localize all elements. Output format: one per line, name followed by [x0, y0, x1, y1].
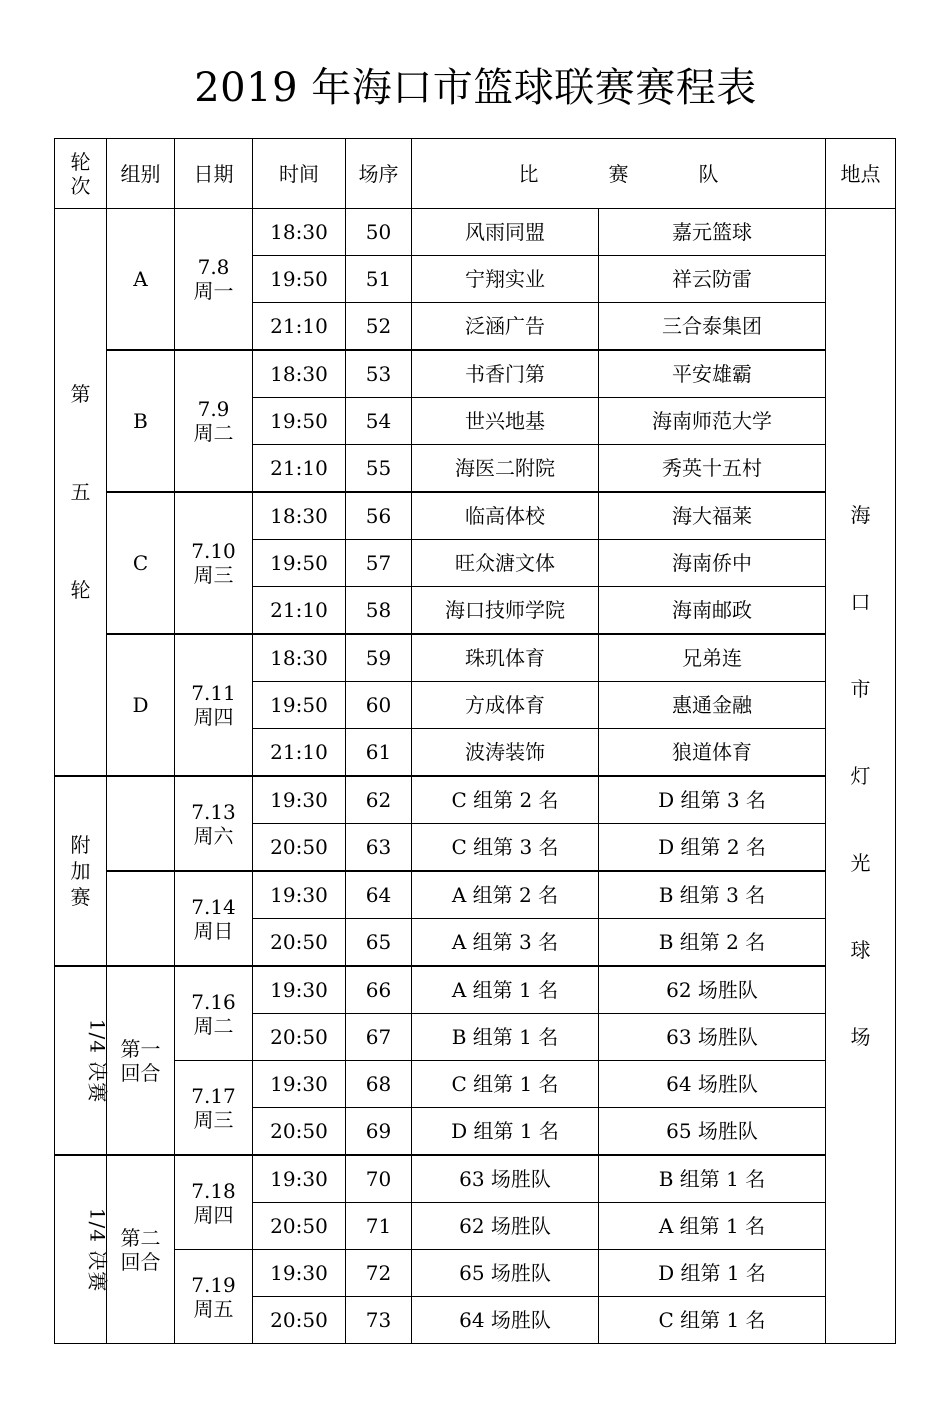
weekday-value: 周四	[193, 705, 234, 729]
header-round: 轮 次	[55, 139, 107, 209]
seq-cell: 59	[346, 634, 412, 682]
venue-char: 灯	[850, 763, 871, 788]
schedule-table	[54, 138, 896, 1344]
group-cell: B	[107, 350, 175, 492]
away-team-cell: 兄弟连	[599, 634, 826, 682]
weekday-value: 周二	[193, 1013, 234, 1038]
time-cell: 19:50	[253, 682, 346, 729]
away-team-cell: B 组第 3 名	[599, 871, 826, 919]
seq-cell: 70	[346, 1155, 412, 1203]
time-cell: 19:30	[253, 776, 346, 824]
weekday-value: 周二	[193, 421, 234, 445]
header-match: 比 赛 队	[412, 139, 826, 209]
seq-cell: 68	[346, 1061, 412, 1108]
table-row	[55, 871, 896, 919]
home-team-cell: C 组第 3 名	[412, 824, 599, 872]
away-team-cell: 海南侨中	[599, 540, 826, 587]
weekday-value: 周五	[193, 1296, 234, 1321]
home-team-cell: 珠玑体育	[412, 634, 599, 682]
venue-char: 口	[850, 589, 871, 614]
time-cell: 19:50	[253, 398, 346, 445]
time-cell: 19:30	[253, 966, 346, 1014]
venue-cell	[826, 209, 896, 1344]
home-team-cell: C 组第 1 名	[412, 1061, 599, 1108]
date-value: 7.10	[191, 539, 236, 563]
away-team-cell: D 组第 2 名	[599, 824, 826, 872]
seq-cell: 51	[346, 256, 412, 303]
away-team-cell: 狼道体育	[599, 729, 826, 777]
date-cell	[175, 492, 253, 634]
table-row	[55, 1155, 896, 1203]
seq-cell: 58	[346, 587, 412, 635]
date-cell	[175, 1061, 253, 1156]
time-cell: 18:30	[253, 350, 346, 398]
home-team-cell: 海口技师学院	[412, 587, 599, 635]
round-char: 五	[70, 480, 91, 504]
date-value: 7.14	[191, 894, 236, 919]
table-row	[55, 634, 896, 682]
table-row	[55, 350, 896, 398]
date-cell	[175, 776, 253, 871]
home-team-cell: 宁翔实业	[412, 256, 599, 303]
time-cell: 19:50	[253, 540, 346, 587]
venue-char: 球	[850, 937, 871, 962]
date-value: 7.11	[191, 681, 236, 705]
time-cell: 20:50	[253, 1014, 346, 1061]
table-row	[55, 492, 896, 540]
seq-cell: 71	[346, 1203, 412, 1250]
date-value: 7.17	[191, 1083, 236, 1108]
away-team-cell: 惠通金融	[599, 682, 826, 729]
seq-cell: 50	[346, 209, 412, 256]
home-team-cell: 书香门第	[412, 350, 599, 398]
seq-cell: 63	[346, 824, 412, 872]
home-team-cell: 63 场胜队	[412, 1155, 599, 1203]
seq-cell: 60	[346, 682, 412, 729]
round-cell-qf2	[55, 1155, 110, 1344]
home-team-cell: 65 场胜队	[412, 1250, 599, 1297]
time-cell: 20:50	[253, 824, 346, 872]
time-cell: 19:30	[253, 1155, 346, 1203]
time-cell: 20:50	[253, 919, 346, 967]
table-row	[55, 1250, 896, 1297]
weekday-value: 周四	[193, 1202, 234, 1227]
round-cell-5	[55, 209, 107, 777]
home-team-cell: 风雨同盟	[412, 209, 599, 256]
date-cell	[175, 1250, 253, 1344]
seq-cell: 54	[346, 398, 412, 445]
group-cell	[107, 776, 175, 871]
away-team-cell: 62 场胜队	[599, 966, 826, 1014]
away-team-cell: B 组第 1 名	[599, 1155, 826, 1203]
date-value: 7.16	[191, 989, 236, 1014]
time-cell: 19:30	[253, 1250, 346, 1297]
group-cell: 第二 回合	[107, 1155, 175, 1344]
table-row	[55, 776, 896, 824]
time-cell: 20:50	[253, 1108, 346, 1156]
seq-cell: 55	[346, 445, 412, 493]
date-cell	[175, 350, 253, 492]
round-label: 1/4 决赛	[85, 1018, 110, 1103]
away-team-cell: 海南师范大学	[599, 398, 826, 445]
date-cell	[175, 871, 253, 966]
header-seq: 场序	[346, 139, 412, 209]
home-team-cell: C 组第 2 名	[412, 776, 599, 824]
date-value: 7.8	[197, 255, 230, 279]
time-cell: 20:50	[253, 1297, 346, 1344]
away-team-cell: C 组第 1 名	[599, 1297, 826, 1344]
seq-cell: 69	[346, 1108, 412, 1156]
away-team-cell: D 组第 3 名	[599, 776, 826, 824]
home-team-cell: A 组第 2 名	[412, 871, 599, 919]
date-value: 7.13	[191, 799, 236, 824]
seq-cell: 52	[346, 303, 412, 351]
home-team-cell: 波涛装饰	[412, 729, 599, 777]
group-cell: A	[107, 209, 175, 351]
schedule-body	[55, 209, 896, 1344]
date-value: 7.9	[197, 397, 230, 421]
seq-cell: 64	[346, 871, 412, 919]
venue-char: 场	[850, 1024, 871, 1049]
time-cell: 18:30	[253, 634, 346, 682]
time-cell: 21:10	[253, 729, 346, 777]
time-cell: 19:30	[253, 1061, 346, 1108]
table-row	[55, 209, 896, 256]
date-value: 7.18	[191, 1178, 236, 1203]
away-team-cell: 63 场胜队	[599, 1014, 826, 1061]
header-row	[55, 139, 896, 209]
home-team-cell: 海医二附院	[412, 445, 599, 493]
time-cell: 20:50	[253, 1203, 346, 1250]
home-team-cell: 62 场胜队	[412, 1203, 599, 1250]
seq-cell: 73	[346, 1297, 412, 1344]
round-cell-qf1	[55, 966, 110, 1155]
home-team-cell: 临高体校	[412, 492, 599, 540]
away-team-cell: 海南邮政	[599, 587, 826, 635]
round-label: 1/4 决赛	[85, 1207, 110, 1292]
group-cell: D	[107, 634, 175, 776]
away-team-cell: 平安雄霸	[599, 350, 826, 398]
home-team-cell: 64 场胜队	[412, 1297, 599, 1344]
away-team-cell: 祥云防雷	[599, 256, 826, 303]
header-date: 日期	[175, 139, 253, 209]
date-cell	[175, 1155, 253, 1250]
date-cell	[175, 966, 253, 1061]
venue-char: 市	[850, 676, 871, 701]
seq-cell: 67	[346, 1014, 412, 1061]
date-cell	[175, 634, 253, 776]
seq-cell: 56	[346, 492, 412, 540]
page-title: 2019 年海口市篮球联赛赛程表	[194, 65, 757, 111]
seq-cell: 65	[346, 919, 412, 967]
away-team-cell: A 组第 1 名	[599, 1203, 826, 1250]
away-team-cell: B 组第 2 名	[599, 919, 826, 967]
time-cell: 21:10	[253, 303, 346, 351]
home-team-cell: 世兴地基	[412, 398, 599, 445]
away-team-cell: D 组第 1 名	[599, 1250, 826, 1297]
home-team-cell: B 组第 1 名	[412, 1014, 599, 1061]
time-cell: 18:30	[253, 209, 346, 256]
seq-cell: 53	[346, 350, 412, 398]
home-team-cell: 泛涵广告	[412, 303, 599, 351]
round-cell-extra: 附 加 赛	[55, 776, 107, 966]
venue-char: 海	[850, 502, 871, 527]
away-team-cell: 秀英十五村	[599, 445, 826, 493]
weekday-value: 周日	[193, 918, 234, 943]
seq-cell: 72	[346, 1250, 412, 1297]
weekday-value: 周三	[193, 1107, 234, 1132]
seq-cell: 61	[346, 729, 412, 777]
home-team-cell: A 组第 3 名	[412, 919, 599, 967]
header-group: 组别	[107, 139, 175, 209]
seq-cell: 62	[346, 776, 412, 824]
group-cell	[107, 871, 175, 966]
venue-char: 光	[850, 850, 871, 875]
away-team-cell: 海大福莱	[599, 492, 826, 540]
seq-cell: 57	[346, 540, 412, 587]
home-team-cell: A 组第 1 名	[412, 966, 599, 1014]
home-team-cell: D 组第 1 名	[412, 1108, 599, 1156]
away-team-cell: 三合泰集团	[599, 303, 826, 351]
header-time: 时间	[253, 139, 346, 209]
header-venue: 地点	[826, 139, 896, 209]
table-row	[55, 966, 896, 1014]
weekday-value: 周一	[193, 279, 234, 303]
date-value: 7.19	[191, 1272, 236, 1297]
time-cell: 21:10	[253, 445, 346, 493]
time-cell: 19:30	[253, 871, 346, 919]
time-cell: 19:50	[253, 256, 346, 303]
time-cell: 18:30	[253, 492, 346, 540]
table-row	[55, 1061, 896, 1108]
group-cell: 第一 回合	[107, 966, 175, 1155]
away-team-cell: 64 场胜队	[599, 1061, 826, 1108]
time-cell: 21:10	[253, 587, 346, 635]
date-cell	[175, 209, 253, 351]
seq-cell: 66	[346, 966, 412, 1014]
away-team-cell: 65 场胜队	[599, 1108, 826, 1156]
round-char: 轮	[70, 578, 91, 602]
home-team-cell: 方成体育	[412, 682, 599, 729]
away-team-cell: 嘉元篮球	[599, 209, 826, 256]
home-team-cell: 旺众溏文体	[412, 540, 599, 587]
weekday-value: 周六	[193, 823, 234, 848]
group-cell: C	[107, 492, 175, 634]
weekday-value: 周三	[193, 563, 234, 587]
round-char: 第	[70, 382, 91, 406]
